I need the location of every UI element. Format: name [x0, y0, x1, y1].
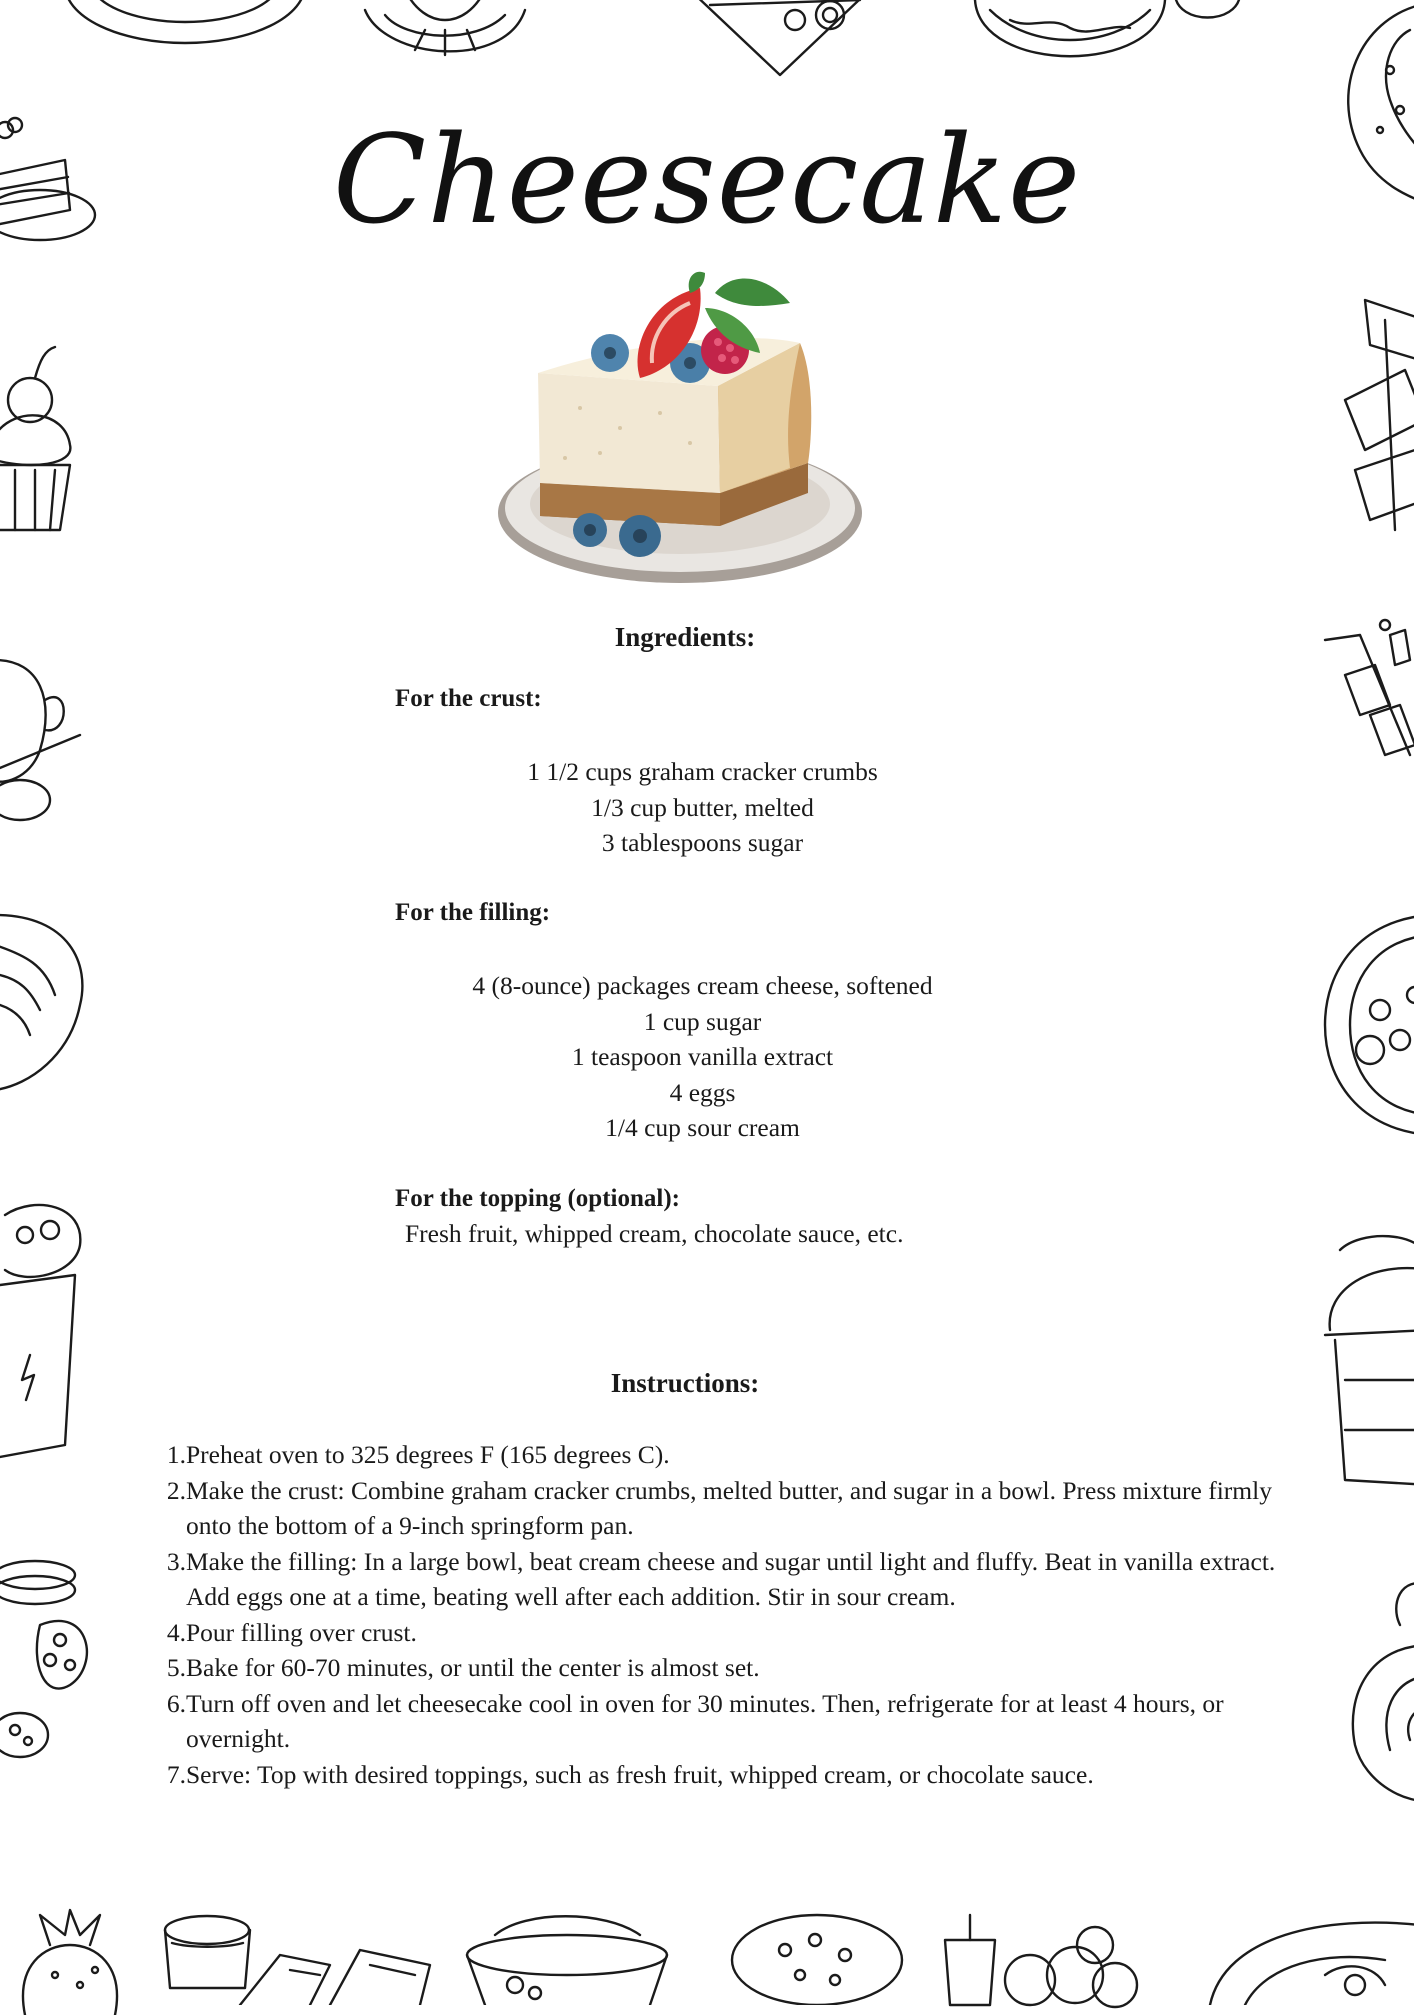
- lettuce-doodle-icon: [355, 0, 535, 80]
- crust-ingredients-list: [395, 754, 1010, 861]
- step-number: 3.: [166, 1546, 186, 1576]
- instructions-heading: Instructions:: [610, 1368, 760, 1398]
- instruction-step: [160, 1686, 1280, 1757]
- list-item: 1 1/2 cups graham cracker crumbs: [527, 757, 878, 786]
- step-text: Serve: Top with desired toppings, such as fresh fruit, whipped cream, or chocolate sauce.: [186, 1759, 1094, 1789]
- pie-dish-doodle-icon: [455, 1915, 680, 2005]
- step-text: Pour filling over crust.: [186, 1617, 417, 1647]
- salad-bowl-doodle-icon: [725, 1905, 910, 2005]
- filling-heading: For the filling:: [395, 899, 551, 926]
- step-number: 4.: [166, 1617, 186, 1647]
- soup-bowl-doodle-icon: [0, 905, 95, 1095]
- coffee-cup-doodle-icon: [0, 640, 100, 840]
- ice-cream-cup-doodle-icon: [1320, 1230, 1414, 1500]
- instruction-step: [160, 1437, 1280, 1473]
- step-text: Make the crust: Combine graham cracker crumbs, melted butter, and sugar in a bowl. Press mixture firmly onto the bottom of a 9-inch springform pan.: [186, 1475, 1272, 1540]
- wrap-doodle-icon: [0, 1195, 95, 1460]
- instructions-list: [160, 1437, 1280, 1792]
- topping-heading: For the topping (optional):: [395, 1185, 680, 1212]
- step-number: 5.: [166, 1653, 186, 1682]
- step-text: Make the filling: In a large bowl, beat cream cheese and sugar until light and fluffy. Beat in vanilla extract. Add eggs one at a time, beating well after each addition. Stir in sour cream.: [186, 1546, 1276, 1611]
- list-item: 1 teaspoon vanilla extract: [571, 1042, 834, 1071]
- cupcake-doodle-icon: [0, 345, 90, 535]
- list-item: 1/3 cup butter, melted: [591, 792, 814, 822]
- filling-ingredients-list: [395, 968, 1010, 1146]
- list-item: 3 tablespoons sugar: [601, 828, 804, 857]
- plate-doodle-icon: [60, 0, 310, 50]
- list-item: 4 eggs: [669, 1077, 736, 1107]
- bread-doodle-icon: [1330, 1565, 1414, 1815]
- step-number: 6.: [166, 1688, 186, 1718]
- plate-vegetables-doodle-icon: [1320, 910, 1414, 1140]
- crust-heading: For the crust:: [395, 685, 542, 712]
- dumplings-doodle-icon: [935, 1910, 1145, 2010]
- topping-text: Fresh fruit, whipped cream, chocolate sauce, etc.: [405, 1219, 904, 1248]
- strawberry-doodle-icon: [5, 1905, 135, 2015]
- step-text: Preheat oven to 325 degrees F (165 degrees C).: [186, 1440, 670, 1469]
- instruction-step: [160, 1757, 1280, 1793]
- list-item: 1 cup sugar: [643, 1006, 762, 1036]
- instruction-step: [160, 1473, 1280, 1544]
- toast-doodle-icon: [230, 1935, 445, 2005]
- instruction-step: [160, 1544, 1280, 1615]
- list-item: 1/4 cup sour cream: [605, 1113, 800, 1142]
- cheesecake-illustration: [490, 268, 870, 593]
- recipe-title: Cheesecake: [332, 109, 1082, 251]
- step-text: Turn off oven and let cheesecake cool in oven for 30 minutes. Then, refrigerate for at least 4 hours, or overnight.: [186, 1688, 1224, 1753]
- step-number: 1.: [166, 1440, 186, 1469]
- step-text: Bake for 60-70 minutes, or until the center is almost set.: [186, 1653, 760, 1682]
- instruction-step: [160, 1650, 1280, 1686]
- small-bowl-doodle-icon: [1170, 0, 1245, 30]
- instruction-step: [160, 1615, 1280, 1651]
- ingredients-heading: Ingredients:: [614, 622, 756, 652]
- step-number: 2.: [166, 1475, 186, 1505]
- cookies-doodle-icon: [0, 1545, 105, 1765]
- bowl-doodle-icon: [970, 0, 1170, 85]
- sandwich-doodle-icon: [680, 0, 890, 85]
- burrito-plate-doodle-icon: [1205, 1905, 1414, 2005]
- skewers-doodle-icon: [1325, 280, 1414, 540]
- list-item: 4 (8-ounce) packages cream cheese, softened: [472, 971, 933, 1000]
- step-number: 7.: [166, 1759, 186, 1789]
